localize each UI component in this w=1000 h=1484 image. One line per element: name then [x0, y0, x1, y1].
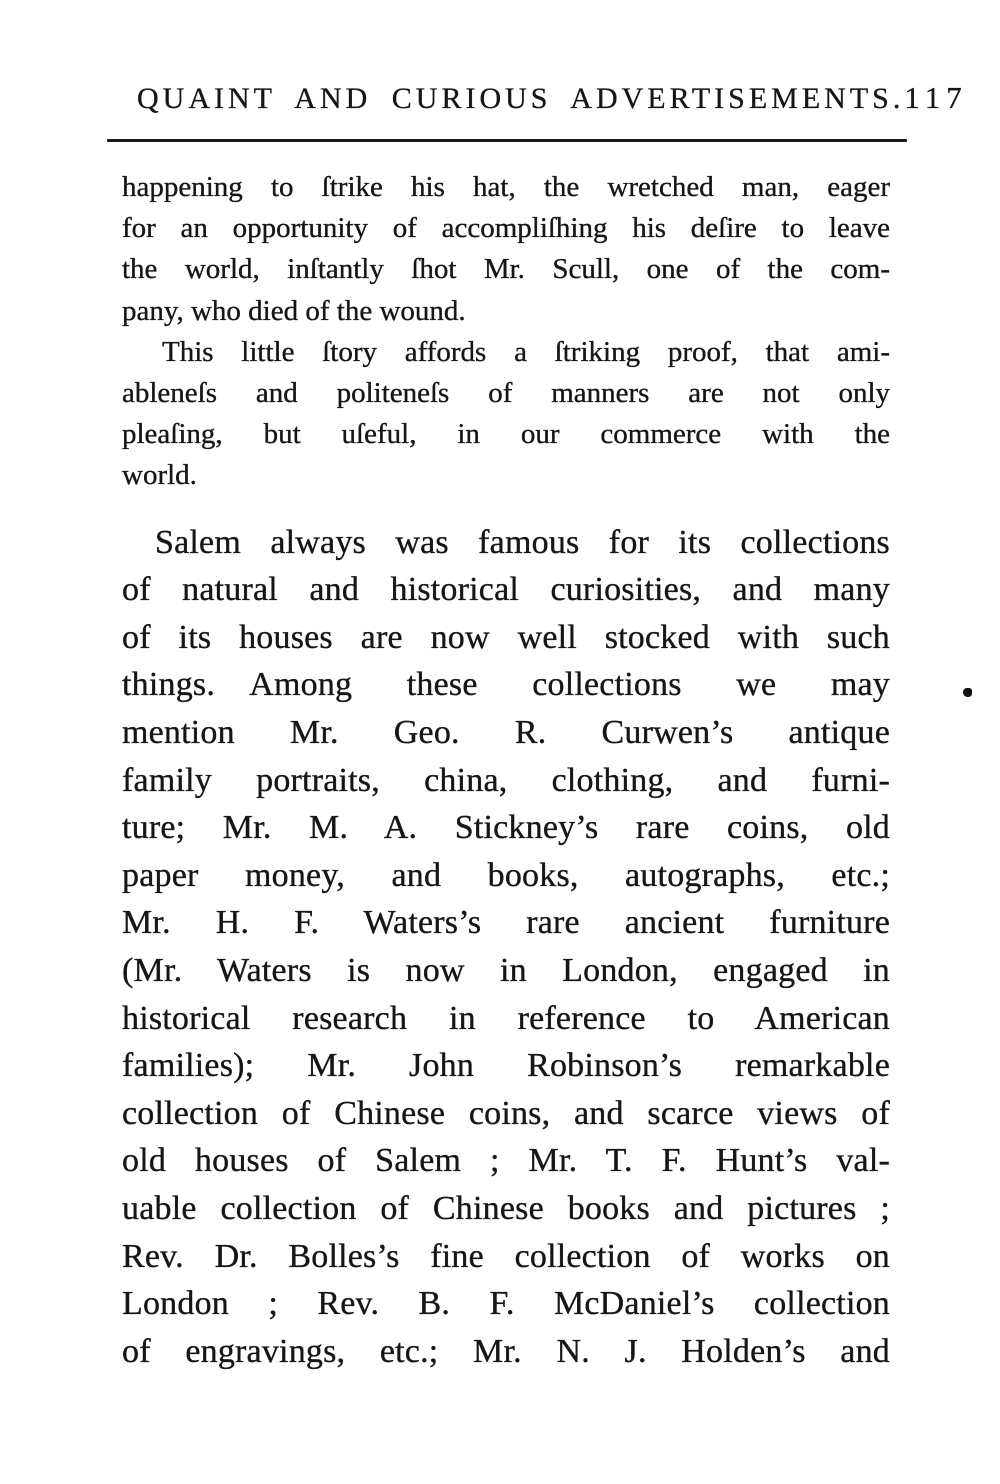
page-header	[123, 80, 968, 116]
text-line: collection of Chinese coins, and scarce views of	[122, 1094, 890, 1132]
text-line: of natural and historical curiosities, and many	[122, 571, 890, 609]
text-line: families); Mr. John Robinson’s remarkable	[122, 1047, 890, 1085]
text-line: Salem always was famous for its collections	[155, 523, 890, 561]
text-line: of engravings, etc.; Mr. N. J. Holden’s and	[122, 1332, 890, 1370]
text-line: paper money, and books, autographs, etc.;	[122, 856, 890, 894]
text-line: things. Among these collections we may	[122, 666, 890, 704]
text-line: of its houses are now well stocked with such	[122, 618, 890, 656]
text-line: old houses of Salem ; Mr. T. F. Hunt’s val-	[122, 1142, 890, 1180]
text-line: London ; Rev. B. F. McDaniel’s collection	[122, 1285, 890, 1323]
text-line: historical research in reference to American	[122, 999, 890, 1037]
text-line: ableneſs and politeneſs of manners are not only	[122, 377, 890, 410]
ink-speck	[963, 688, 972, 697]
running-title: QUAINT AND CURIOUS ADVERTISEMENTS.	[137, 82, 905, 115]
page-number: 117	[904, 80, 968, 115]
paragraph	[122, 167, 890, 332]
text-line: (Mr. Waters is now in London, engaged in	[122, 951, 890, 989]
paragraph	[122, 519, 890, 1376]
text-line: mention Mr. Geo. R. Curwen’s antique	[122, 714, 890, 751]
text-line: ture; Mr. M. A. Stickney’s rare coins, old	[122, 809, 890, 847]
text-line: world.	[122, 459, 197, 492]
text-line: family portraits, china, clothing, and furni-	[122, 761, 890, 799]
text-line: This little ſtory affords a ſtriking proof, that ami-	[162, 335, 890, 368]
paragraph	[122, 332, 890, 497]
text-line: Rev. Dr. Bolles’s fine collection of works on	[122, 1237, 890, 1275]
text-line: uable collection of Chinese books and pictures ;	[122, 1189, 890, 1227]
text-block	[122, 167, 890, 1375]
text-line: pleaſing, but uſeful, in our commerce with the	[122, 418, 890, 451]
header-rule	[107, 139, 907, 142]
text-line: Mr. H. F. Waters’s rare ancient furniture	[122, 904, 890, 942]
text-line: for an opportunity of accompliſhing his deſire to leave	[122, 212, 890, 245]
text-line: happening to ſtrike his hat, the wretched man, eager	[122, 171, 890, 203]
text-line: pany, who died of the wound.	[122, 294, 466, 327]
text-line: the world, inſtantly ſhot Mr. Scull, one of the com-	[122, 253, 890, 286]
